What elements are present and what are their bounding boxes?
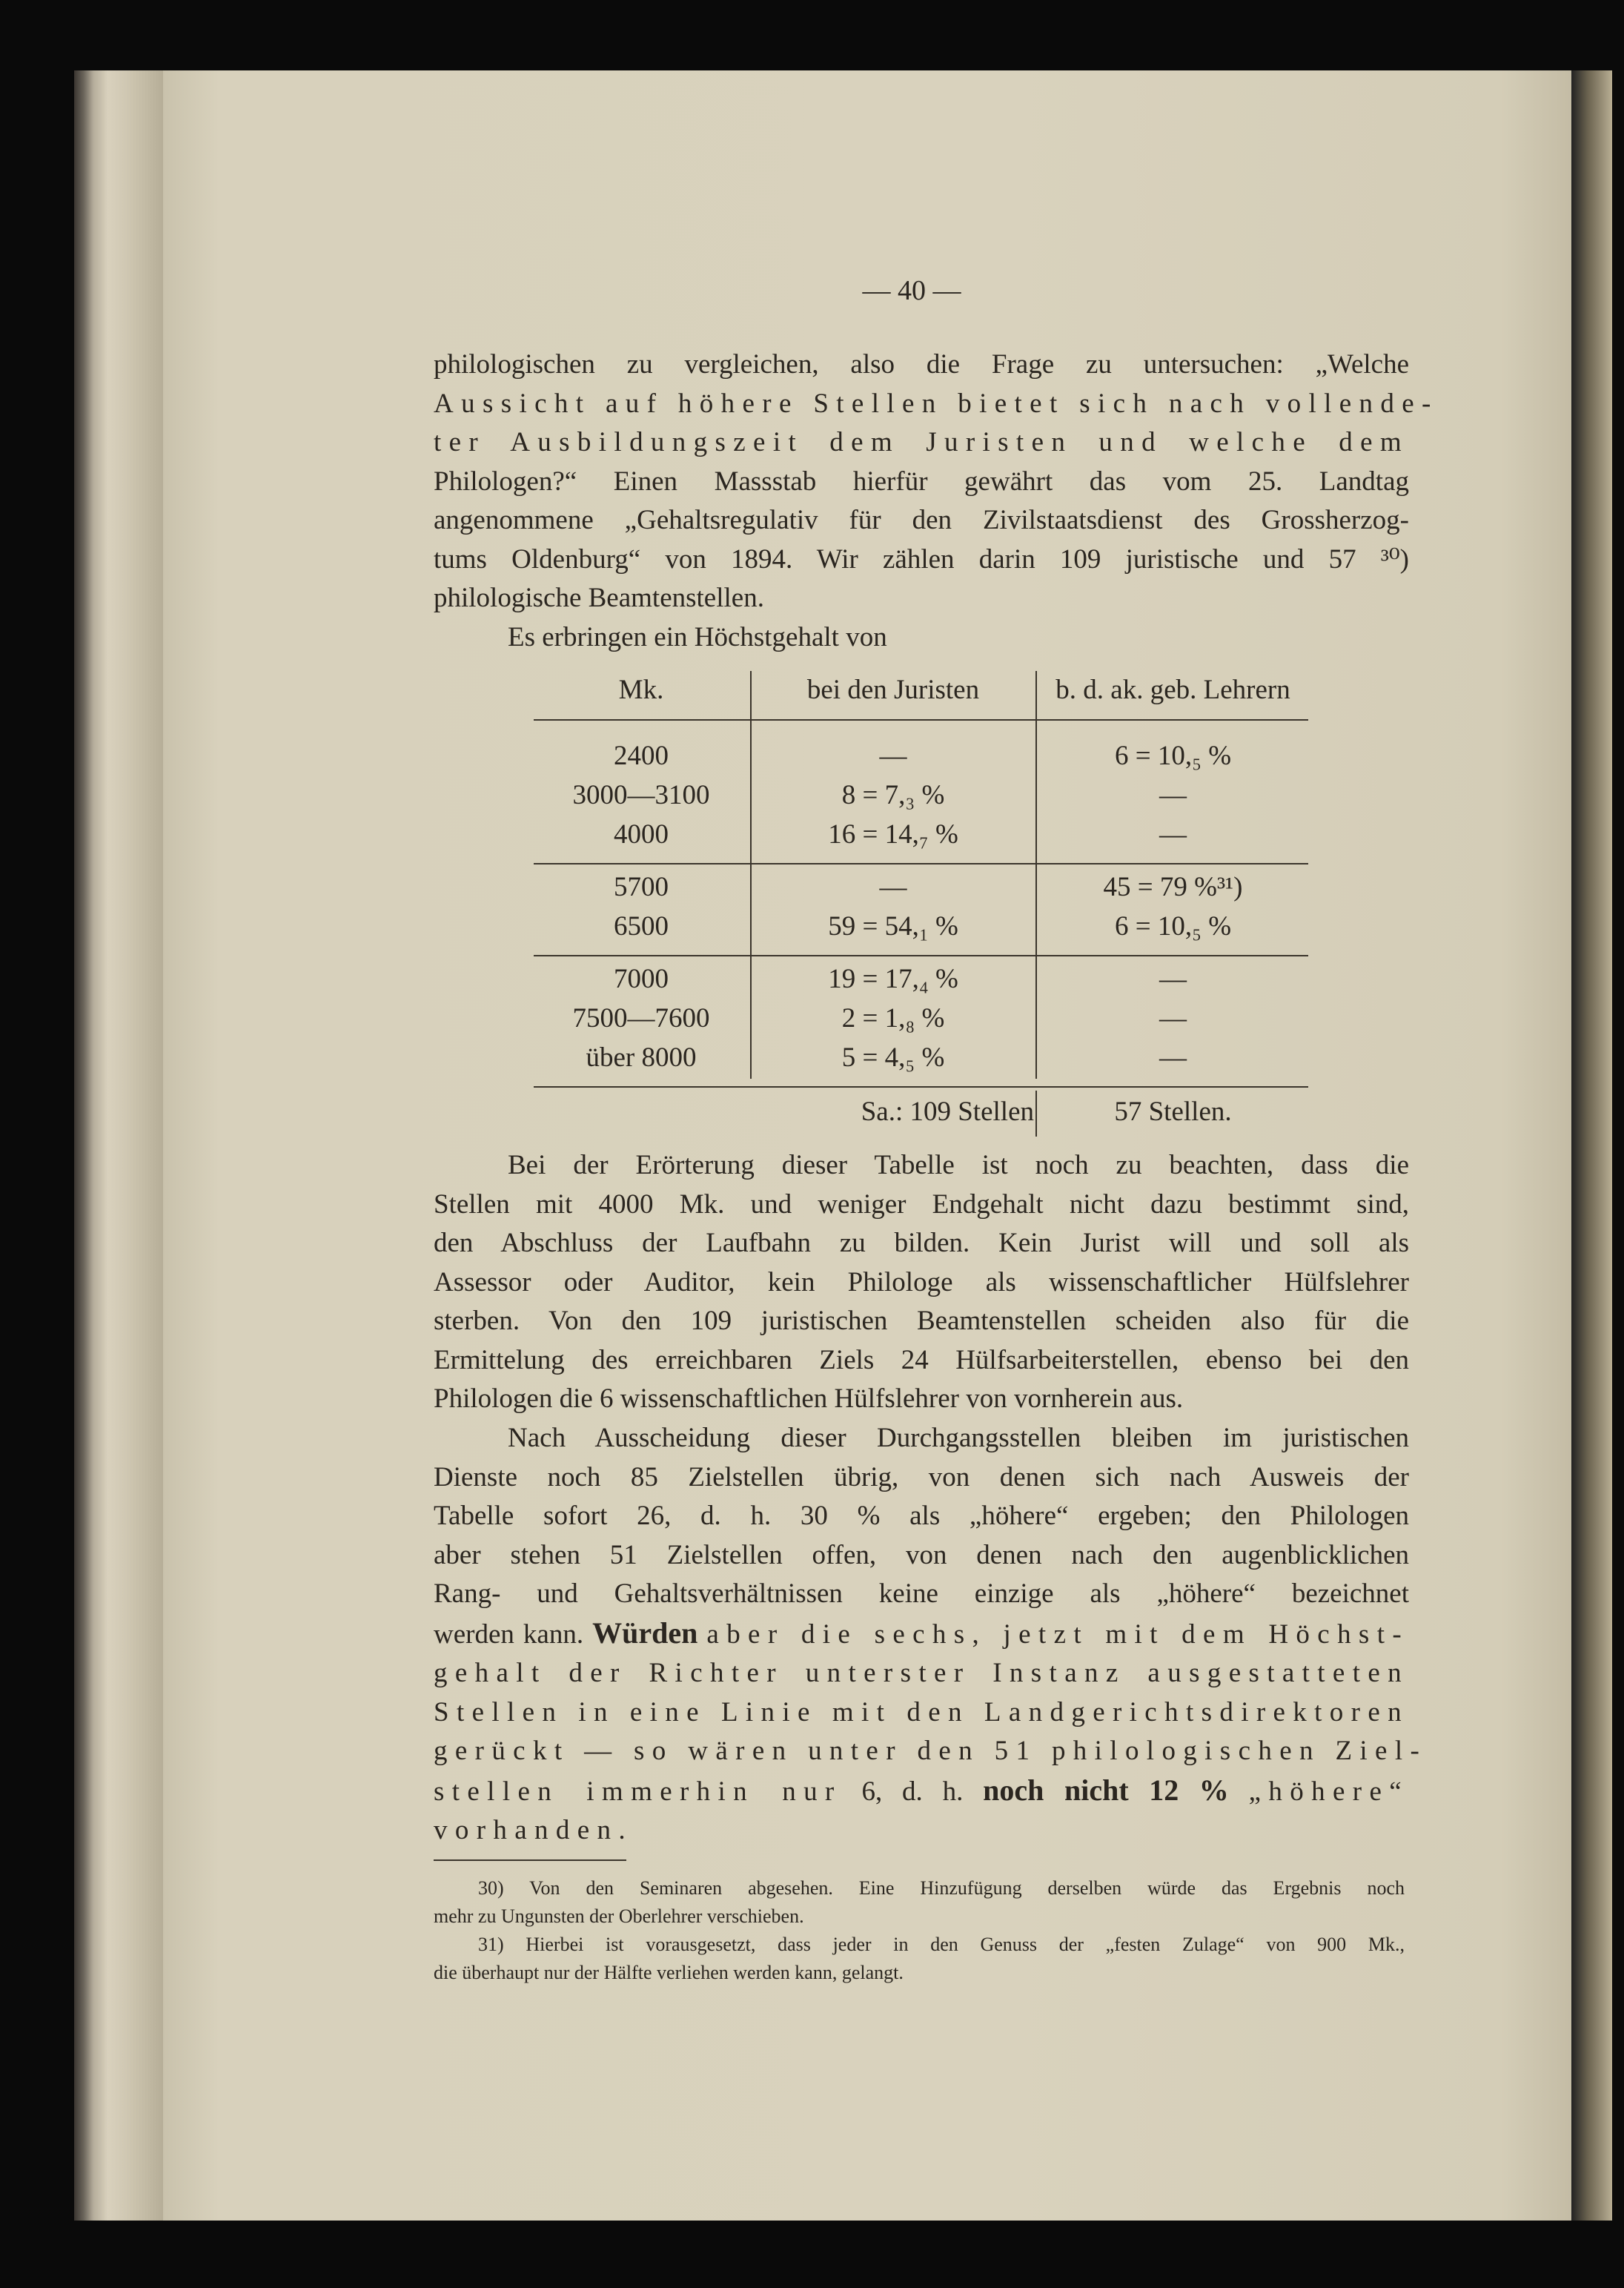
text-line: tums Oldenburg“ von 1894. Wir zählen darin 109 juristische und 57 ³⁰): [434, 543, 1409, 575]
cell-mk: 3000—3100: [572, 780, 710, 810]
text-segment-spaced: aber die sechs, jetzt mit dem Höchst-: [706, 1619, 1410, 1650]
cell-juristen: 8 = 7,₃ %: [841, 780, 945, 810]
cell-lehrer: —: [1159, 964, 1187, 994]
cell-mk: 6500: [614, 911, 669, 942]
table-row: [534, 960, 1308, 999]
cell-juristen: —: [879, 872, 907, 902]
cell-juristen: —: [879, 741, 907, 771]
facing-page-edge: [1571, 70, 1612, 2221]
paragraph-1: [434, 1146, 1409, 1419]
table-row: [534, 737, 1308, 776]
footnote-rule: [434, 1859, 626, 1861]
cell-juristen: 59 = 54,₁ %: [828, 911, 958, 942]
table-row: [534, 816, 1308, 854]
footnote-line: mehr zu Ungunsten der Oberlehrer verschieben.: [434, 1905, 804, 1927]
table-row: [534, 999, 1308, 1038]
header-juristen: bei den Juristen: [806, 675, 980, 705]
page-number: — 40 —: [862, 275, 961, 306]
sum-juristen: Sa.: 109 Stellen: [861, 1097, 1034, 1127]
text-line: Philologen die 6 wissenschaftlichen Hülfslehrer von vornherein aus.: [434, 1383, 1184, 1414]
cell-lehrer: —: [1159, 819, 1187, 850]
column-rule: [1035, 1091, 1037, 1137]
text-segment: werden kann.: [434, 1619, 584, 1650]
text-line: Stellen in eine Linie mit den Landgerichtsdirektoren: [434, 1696, 1409, 1727]
cell-mk: 2400: [614, 741, 669, 771]
text-line: Bei der Erörterung dieser Tabelle ist noch zu beachten, dass die: [508, 1150, 1409, 1180]
text-line: gehalt der Richter unterster Instanz ausgestatteten: [434, 1658, 1409, 1688]
text-line: Stellen mit 4000 Mk. und weniger Endgehalt nicht dazu bestimmt sind,: [434, 1188, 1409, 1220]
table-rule: [534, 955, 1308, 956]
text-line: [434, 1771, 1409, 1812]
text-line: sterben. Von den 109 juristischen Beamtenstellen scheiden also für die: [434, 1306, 1409, 1336]
cell-lehrer: 45 = 79 %³¹): [1103, 872, 1243, 902]
column-rule: [1035, 671, 1037, 1079]
sum-lehrer: 57 Stellen.: [1114, 1097, 1232, 1127]
text-line: Nach Ausscheidung dieser Durchgangsstellen bleiben im juristischen: [508, 1423, 1409, 1453]
text-line: Assessor oder Auditor, kein Philologe als wissenschaftlicher Hülfslehrer: [434, 1266, 1409, 1297]
text-segment: 6, d. h.: [861, 1776, 964, 1807]
table-rule: [534, 863, 1308, 864]
intro-paragraph: [434, 345, 1439, 657]
header-mk: Mk.: [618, 675, 664, 705]
cell-lehrer: —: [1159, 1003, 1187, 1034]
text-line: [434, 1614, 1409, 1655]
cell-mk: 7000: [614, 964, 669, 994]
footnote-line: die überhaupt nur der Hälfte verliehen werden kann, gelangt.: [434, 1962, 904, 1983]
text-line: den Abschluss der Laufbahn zu bilden. Kein Jurist will und soll als: [434, 1228, 1409, 1258]
emphasis-bold: Würden: [592, 1616, 698, 1650]
cell-mk: 4000: [614, 819, 669, 850]
text-segment-spaced: „höhere“: [1248, 1776, 1410, 1807]
table-rule: [534, 719, 1308, 721]
text-line: angenommene „Gehaltsregulativ für den Zivilstaatsdienst des Grossherzog-: [434, 505, 1409, 535]
table-row: [534, 868, 1308, 907]
footnote-line: 30) Von den Seminaren abgesehen. Eine Hinzufügung derselben würde das Ergebnis noch: [478, 1877, 1405, 1899]
text-line: gerückt — so wären unter den 51 philologischen Ziel-: [434, 1736, 1428, 1766]
column-rule: [750, 671, 752, 1079]
cell-juristen: 5 = 4,₅ %: [841, 1042, 945, 1073]
cell-mk: über 8000: [586, 1042, 697, 1073]
cell-lehrer: —: [1159, 780, 1187, 810]
footnotes: [434, 1874, 1405, 1987]
cell-mk: 7500—7600: [572, 1003, 710, 1034]
table-row: [534, 907, 1308, 946]
book-page-edges: [74, 70, 170, 2221]
cell-juristen: 19 = 17,₄ %: [828, 964, 958, 994]
text-line: Tabelle sofort 26, d. h. 30 % als „höhere“ ergeben; den Philologen: [434, 1501, 1409, 1531]
table-header-row: [534, 671, 1308, 710]
header-lehrer: b. d. ak. geb. Lehrern: [1055, 675, 1290, 705]
text-line: philologischen zu vergleichen, also die Frage zu untersuchen: „Welche: [434, 349, 1409, 380]
text-line: Dienste noch 85 Zielstellen übrig, von denen sich nach Ausweis der: [434, 1461, 1409, 1492]
cell-juristen: 16 = 14,₇ %: [828, 819, 958, 850]
text-line: ter Ausbildungszeit dem Juristen und welche dem: [434, 427, 1409, 457]
table-rule: [534, 1086, 1308, 1088]
text-line: Rang- und Gehaltsverhältnissen keine einzige als „höhere“ bezeichnet: [434, 1578, 1409, 1609]
text-segment-spaced: stellen immerhin nur: [434, 1776, 842, 1807]
text-line: Ermittelung des erreichbaren Ziels 24 Hülfsarbeiterstellen, ebenso bei den: [434, 1344, 1409, 1375]
text-line: Aussicht auf höhere Stellen bietet sich nach vollende-: [434, 388, 1439, 419]
paragraph-2: [434, 1419, 1428, 1851]
table-lead: Es erbringen ein Höchstgehalt von: [508, 621, 887, 652]
text-line: aber stehen 51 Zielstellen offen, von denen nach den augenblicklichen: [434, 1539, 1409, 1570]
cell-mk: 5700: [614, 872, 669, 902]
cell-lehrer: 6 = 10,₅ %: [1114, 911, 1232, 942]
text-line: philologische Beamtenstellen.: [434, 583, 764, 613]
cell-lehrer: 6 = 10,₅ %: [1114, 741, 1232, 771]
table-row: [534, 776, 1308, 815]
emphasis-bold: noch nicht 12 %: [983, 1773, 1229, 1807]
footnote-line: 31) Hierbei ist vorausgesetzt, dass jeder in den Genuss der „festen Zulage“ von 900 Mk.,: [478, 1934, 1405, 1955]
table-row: [534, 1039, 1308, 1077]
text-line: Philologen?“ Einen Massstab hierfür gewährt das vom 25. Landtag: [434, 466, 1409, 497]
cell-lehrer: —: [1159, 1042, 1187, 1073]
text-line: vorhanden.: [434, 1815, 634, 1845]
cell-juristen: 2 = 1,₈ %: [841, 1003, 945, 1034]
